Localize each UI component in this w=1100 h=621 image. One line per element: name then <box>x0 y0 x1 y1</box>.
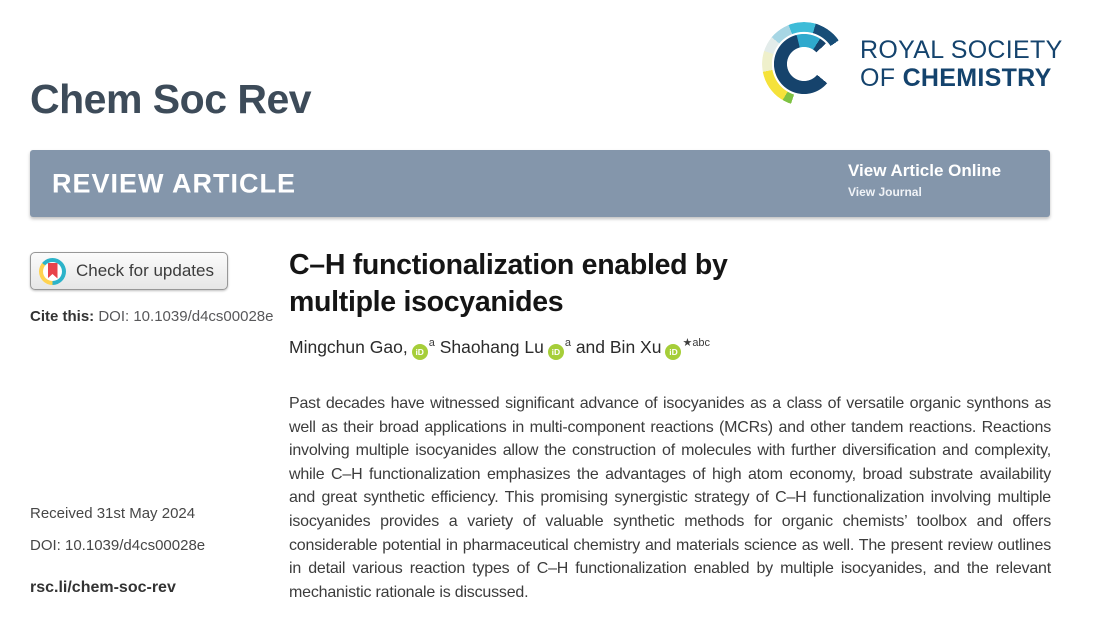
author-name: Shaohang Lu <box>439 336 544 357</box>
orcid-icon[interactable]: iD <box>412 344 428 360</box>
journal-url-link[interactable]: rsc.li/chem-soc-rev <box>30 579 176 596</box>
article-type-label: REVIEW ARTICLE <box>52 168 297 198</box>
orcid-icon[interactable]: iD <box>548 344 564 360</box>
author-affiliation: ★abc <box>682 337 711 349</box>
rsc-logo-icon <box>762 22 846 106</box>
abstract-text: Past decades have witnessed significant advance of isocyanides as a class of versatile organic synthons as well as their broad applications in multi-component reactions (MCRs) and other tandem reactions. Reactions involving multiple isocyanides allow the construction of molecules with further diversification and complexity, while C–H functionalization emphasizes the advantages of high atom economy, broad substrate availability and great synthetic efficiency. This promising synergistic strategy of C–H functionalization involving multiple isocyanides provides a variety of valuable synthetic methods for organic chemists’ toolbox and offers considerable potential in pharmaceutical chemistry and materials science as well. The present review outlines in detail various reaction types of C–H functionalization enabled by multiple isocyanides, and the relevant mechanistic rationale is discussed. <box>289 395 1051 601</box>
cite-this-line <box>30 308 273 325</box>
cite-this-doi[interactable]: DOI: 10.1039/d4cs00028e <box>94 308 274 325</box>
author-name: and Bin Xu <box>575 336 662 357</box>
cite-this-label: Cite this: <box>30 308 95 325</box>
rsc-brand-text <box>860 36 1063 92</box>
author-name: Mingchun Gao, <box>289 336 408 357</box>
received-date: Received 31st May 2024 <box>30 505 196 522</box>
doi-text: DOI: 10.1039/d4cs00028e <box>30 537 206 554</box>
rsc-brand-line1: ROYAL SOCIETY <box>860 36 1063 64</box>
rsc-logo-inner-ring <box>762 22 846 106</box>
author-list <box>289 336 1051 360</box>
author-affiliation: a <box>428 337 435 349</box>
view-journal-link[interactable]: View Journal <box>848 185 922 199</box>
orcid-icon[interactable]: iD <box>665 344 681 360</box>
article-type-banner <box>30 150 1050 217</box>
article-title <box>289 247 1051 321</box>
article-title-line1: C–H functionalization enabled by <box>289 249 728 281</box>
author-affiliation: a <box>564 337 571 349</box>
rsc-brand-line2: OF CHEMISTRY <box>860 64 1052 92</box>
crossmark-ribbon-icon <box>48 263 58 279</box>
check-for-updates-label: Check for updates <box>76 261 214 280</box>
banner-links <box>848 161 1001 199</box>
rsc-brand <box>762 22 1063 106</box>
journal-title: Chem Soc Rev <box>30 76 312 122</box>
view-article-online-link[interactable]: View Article Online <box>848 161 1002 180</box>
check-for-updates-button[interactable] <box>30 252 228 290</box>
crossmark-icon <box>39 258 66 285</box>
article-title-line2: multiple isocyanides <box>289 286 564 318</box>
